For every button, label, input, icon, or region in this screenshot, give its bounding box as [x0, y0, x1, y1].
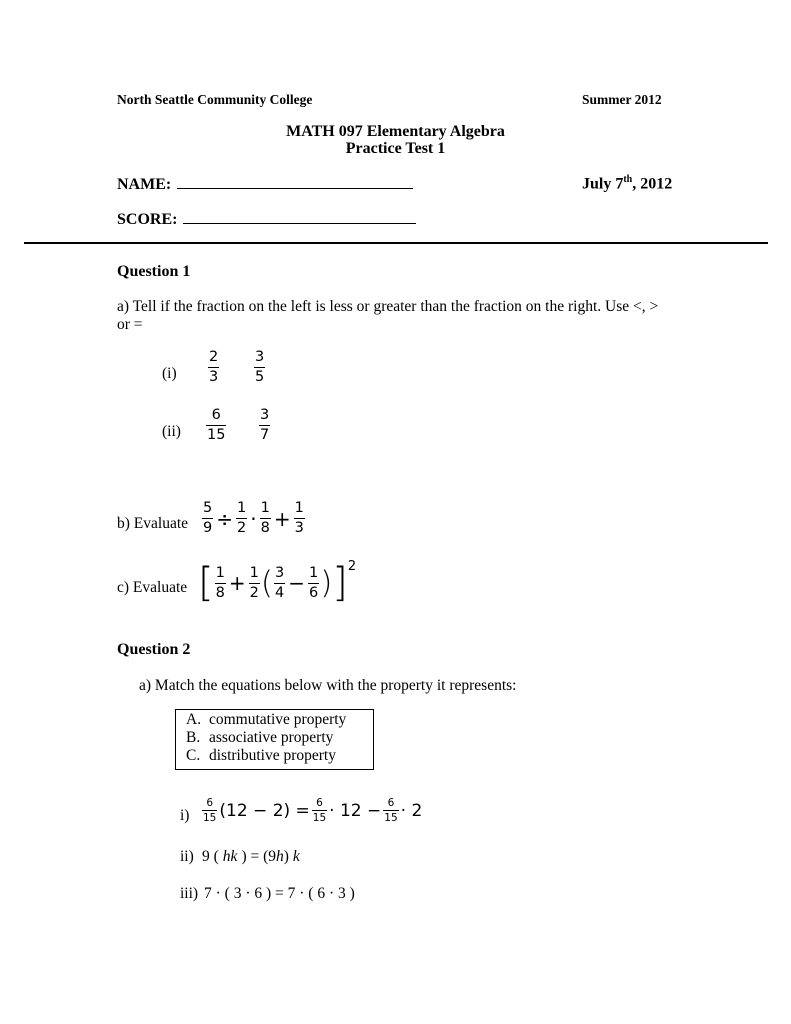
q2-i-label: i)	[180, 807, 190, 824]
question-2-heading: Question 2	[117, 641, 191, 658]
college-name: North Seattle Community College	[117, 92, 313, 107]
term: Summer 2012	[582, 92, 662, 107]
date-sup: th	[623, 174, 633, 185]
q2-i-expression: $\frac{6}{15}$ (12 − 2) = $\frac{6}{15}$ · 12 − $\frac{6}{15}$ · 2	[203, 797, 423, 824]
q1b-expression: $\frac{5}{9}$ ÷ $\frac{1}{2}$ · $\frac{1}{8}$ + $\frac{1}{3}$	[203, 500, 304, 536]
property-item: A. commutative property	[186, 711, 347, 728]
date-suffix: , 2012	[632, 175, 673, 193]
q1a-text-line2: or =	[117, 316, 143, 333]
question-1-heading: Question 1	[117, 263, 191, 280]
q1a-ii-label: (ii)	[162, 423, 181, 440]
q1a-text-line1: a) Tell if the fraction on the left is less or greater than the fraction on the right. Use <, >	[117, 298, 659, 315]
q2-iii-expression: 7 · ( 3 · 6 ) = 7 · ( 6 · 3 )	[204, 885, 355, 902]
q1c-label: c) Evaluate	[117, 579, 188, 596]
q2-iii-label: iii)	[180, 885, 199, 902]
course-title: MATH 097 Elementary Algebra	[286, 123, 505, 140]
score-line	[117, 209, 416, 229]
property-item: B. associative property	[186, 729, 334, 746]
name-blank[interactable]	[177, 174, 413, 189]
q2-ii-label: ii)	[180, 848, 194, 865]
q1c-expression: [ $\frac{1}{8}$ + $\frac{1}{2}$ ( $\frac{3}{4}$ − $\frac{1}{6}$ )]$^2$	[198, 559, 357, 606]
date-prefix: July 7	[582, 175, 624, 193]
q1a-i-left-fraction: $\frac{2}{3}$	[209, 349, 219, 385]
q1a-i-right-fraction: $\frac{3}{5}$	[255, 349, 265, 385]
name-line	[117, 174, 413, 194]
q1b-label: b) Evaluate	[117, 515, 189, 532]
q1a-ii-right-fraction: $\frac{3}{7}$	[260, 407, 270, 443]
test-date	[582, 174, 672, 193]
q1a-i-label: (i)	[162, 365, 177, 382]
q2a-text: a) Match the equations below with the property it represents:	[139, 677, 517, 694]
test-title: Practice Test 1	[345, 140, 446, 157]
q2-ii-expression: 9 ( hk ) = (9h) k	[202, 848, 300, 865]
property-item: C. distributive property	[186, 747, 336, 764]
header-divider	[24, 242, 768, 244]
q1a-ii-left-fraction: $\frac{6}{15}$	[207, 407, 226, 443]
score-blank[interactable]	[183, 209, 416, 224]
property-list	[186, 711, 346, 765]
score-label: SCORE:	[117, 211, 178, 228]
name-label: NAME:	[117, 176, 172, 193]
